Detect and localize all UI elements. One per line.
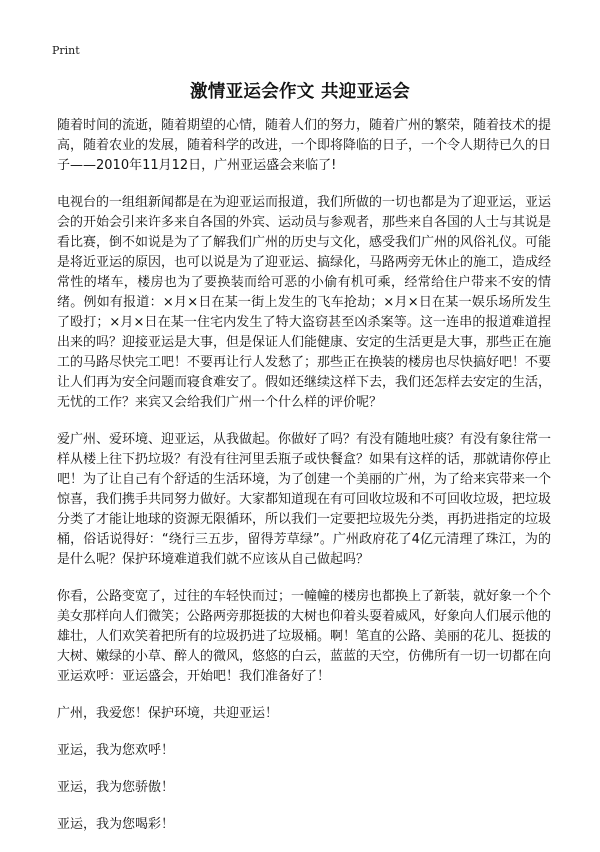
paragraph-intro: 随着时间的流逝，随着期望的心情，随着人们的努力，随着广州的繁荣，随着技术的提高，随着农业的发展，随着科学的改进，一个即将降临的日子，一个令人期待已久的日子——2010年11月12日，广州亚运盛会来临了!: [57, 118, 552, 173]
article-body: [57, 116, 551, 852]
paragraph-changes: 你看，公路变宽了，过往的车轻快而过；一幢幢的楼房也都换上了新装，就好象一个个美女那样向人们微笑；公路两旁那挺拔的大树也仰着头耍着威风，好象向人们展示他的雄壮，人们欢笑着把所有的垃圾扔进了垃圾桶。啊！笔直的公路、美丽的花儿、挺拔的大树、嫩绿的小草、醉人的微风，悠悠的白云，蓝蓝的天空，仿佛所有一切一切都在向亚运欢呼：亚运盛会，开始吧！我们准备好了！: [57, 589, 552, 684]
paragraph-cheer-3: 亚运，我为您喝彩！: [57, 817, 175, 832]
paragraph-cheer-1: 亚运，我为您欢呼！: [57, 743, 175, 758]
paragraph-environment: 爱广州、爱环境、迎亚运，从我做起。你做好了吗？有没有随地吐痰？有没有象往常一样从楼上往下扔垃圾？有没有往河里丢瓶子或快餐盒？如果有这样的话，那就请你停止吧！为了让自己有个舒适的生活环境，为了创建一个美丽的广州，为了给来宾带来一个惊喜，我们携手共同努力做好。大家都知道现在有可回收垃圾和不可回收垃圾，把垃圾分类了才能让地球的资源无限循环，所以我们一定要把垃圾先分类，再扔进指定的垃圾桶，俗话说得好：“绕行三五步，留得芳草绿”。广州政府花了4亿元清理了珠江，为的是什么呢？保护环境难道我们就不应该从自己做起吗？: [57, 432, 552, 567]
paragraph-news: 电视台的一组组新闻都是在为迎亚运而报道，我们所做的一切也都是为了迎亚运，亚运会的开始会引来许多来自各国的外宾、运动员与参观者，那些来自各国的人士与其说是看比赛，倒不如说是为了了解我们广州的历史与文化，感受我们广州的风俗礼仪。可能是将近亚运的原因，也可以说是为了迎亚运、搞绿化，马路两旁无休止的施工，造成经常性的堵车，楼房也为了要换装而给可恶的小偷有机可乘，经常给住户带来不安的情绪。例如有报道：×月×日在某一街上发生的飞车抢劫；×月×日在某一娱乐场所发生了殴打；×月×日在某一住宅内发生了特大盗窃甚至凶杀案等。这一连串的报道难道捏出来的吗？迎接亚运是大事，但是保证人们能健康、安定的生活更是大事，那些正在施工的马路尽快完工吧！不要再让行人发愁了；那些正在换装的楼房也尽快搞好吧！不要让人们再为安全问题而寝食难安了。假如还继续这样下去，我们还怎样去安定的生活，无忧的工作？来宾又会给我们广州一个什么样的评价呢？: [57, 195, 552, 410]
article-title: 激情亚运会作文 共迎亚运会: [190, 82, 410, 102]
paragraph-slogan: 广州，我爱您！保护环境，共迎亚运！: [57, 706, 279, 721]
print-link[interactable]: Print: [52, 44, 80, 57]
paragraph-cheer-2: 亚运，我为您骄傲！: [57, 780, 175, 795]
